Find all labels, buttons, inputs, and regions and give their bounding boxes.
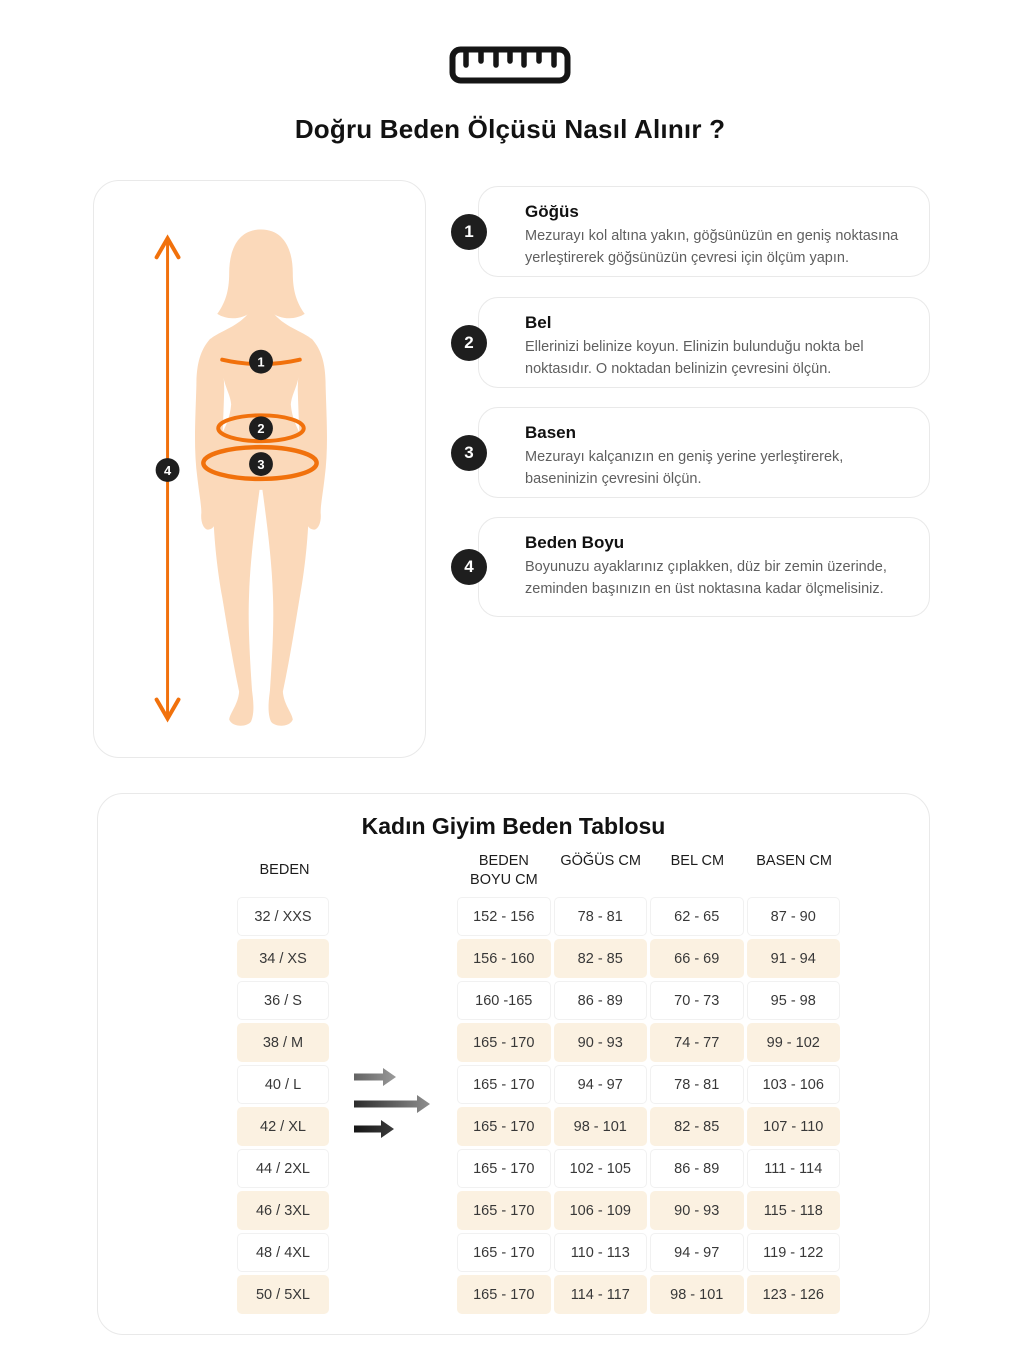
column-header: BEDEN BOYU CM [470, 853, 538, 888]
size-table-card [97, 793, 930, 1335]
measure-cell: 86 - 89 [554, 981, 648, 1020]
size-column-header: BEDEN [259, 862, 310, 878]
measure-cell: 152 - 156 [457, 897, 551, 936]
measure-cell: 119 - 122 [747, 1233, 841, 1272]
measure-cell: 156 - 160 [457, 939, 551, 978]
instruction-text: Mezurayı kol altına yakın, göğsünüzün en geniş noktasına yerleştirerek göğsünüzün çevresi için ölçüm yapın. [525, 228, 899, 266]
measure-cell: 82 - 85 [554, 939, 648, 978]
svg-text:3: 3 [257, 456, 265, 472]
measure-cell: 98 - 101 [650, 1275, 744, 1314]
size-cell: 46 / 3XL [237, 1191, 329, 1230]
column-header: BEL CM [670, 853, 725, 869]
step-number-badge: 2 [451, 325, 487, 361]
instruction-title: Bel [525, 313, 552, 332]
size-cell: 44 / 2XL [237, 1149, 329, 1188]
measure-cell: 66 - 69 [650, 939, 744, 978]
measure-cell: 98 - 101 [554, 1107, 648, 1146]
measure-cell: 165 - 170 [457, 1107, 551, 1146]
measure-cell: 102 - 105 [554, 1149, 648, 1188]
step-number-badge: 3 [451, 435, 487, 471]
step-number-badge: 4 [451, 549, 487, 585]
marker-2 [249, 416, 273, 440]
marker-1 [249, 350, 273, 374]
measure-cell: 62 - 65 [650, 897, 744, 936]
instruction-card-basen [464, 407, 930, 498]
instruction-title: Beden Boyu [525, 533, 625, 552]
size-table-title: Kadın Giyim Beden Tablosu [361, 813, 666, 839]
size-cell: 34 / XS [237, 939, 329, 978]
step-number-badge: 1 [451, 214, 487, 250]
size-cell: 40 / L [237, 1065, 329, 1104]
instruction-title: Basen [525, 423, 577, 442]
measure-cell: 110 - 113 [554, 1233, 648, 1272]
measure-cell: 74 - 77 [650, 1023, 744, 1062]
marker-4 [156, 458, 180, 482]
svg-text:1: 1 [257, 354, 265, 370]
mapping-arrows-icon [354, 1066, 440, 1144]
measure-cell: 115 - 118 [747, 1191, 841, 1230]
measurement-figure-card [93, 180, 426, 758]
size-cell: 36 / S [237, 981, 329, 1020]
measure-cell: 94 - 97 [650, 1233, 744, 1272]
size-cell: 38 / M [237, 1023, 329, 1062]
measure-cell: 165 - 170 [457, 1065, 551, 1104]
column-header: GÖĞÜS CM [560, 853, 641, 869]
column-header: BASEN CM [756, 853, 832, 869]
measure-cell: 99 - 102 [747, 1023, 841, 1062]
instruction-card-beden-boyu [464, 517, 930, 617]
measure-cell: 107 - 110 [747, 1107, 841, 1146]
svg-text:4: 4 [163, 462, 172, 478]
size-cell: 42 / XL [237, 1107, 329, 1146]
measure-cell: 111 - 114 [747, 1149, 841, 1188]
instruction-card-gogus [464, 186, 930, 277]
measure-cell: 106 - 109 [554, 1191, 648, 1230]
instruction-title: Göğüs [525, 202, 579, 221]
instruction-text: Boyunuzu ayaklarınız çıplakken, düz bir zemin üzerinde, zeminden başınızın en üst noktasına kadar ölçmelisiniz. [525, 559, 887, 597]
body-measurement-diagram [94, 181, 425, 757]
measure-cell: 78 - 81 [554, 897, 648, 936]
svg-text:2: 2 [257, 421, 265, 437]
size-column [237, 897, 329, 1314]
measure-cell: 165 - 170 [457, 1023, 551, 1062]
size-cell: 32 / XXS [237, 897, 329, 936]
measure-cell: 103 - 106 [747, 1065, 841, 1104]
ruler-icon [449, 46, 571, 84]
measure-cell: 91 - 94 [747, 939, 841, 978]
measure-cell: 114 - 117 [554, 1275, 648, 1314]
measure-cell: 87 - 90 [747, 897, 841, 936]
measure-cell: 70 - 73 [650, 981, 744, 1020]
measure-cell: 78 - 81 [650, 1065, 744, 1104]
measure-cell: 165 - 170 [457, 1275, 551, 1314]
size-cell: 48 / 4XL [237, 1233, 329, 1272]
measure-cell: 123 - 126 [747, 1275, 841, 1314]
measure-column-headers [457, 852, 841, 894]
measure-cell: 160 -165 [457, 981, 551, 1020]
measure-cell: 94 - 97 [554, 1065, 648, 1104]
measure-cell: 90 - 93 [554, 1023, 648, 1062]
marker-3 [249, 452, 273, 476]
measure-cell: 95 - 98 [747, 981, 841, 1020]
ruler-icon-wrap [0, 46, 1020, 84]
measurements-grid [457, 897, 840, 1314]
instruction-card-bel [464, 297, 930, 388]
measure-cell: 165 - 170 [457, 1233, 551, 1272]
size-cell: 50 / 5XL [237, 1275, 329, 1314]
measure-cell: 90 - 93 [650, 1191, 744, 1230]
instruction-text: Mezurayı kalçanızın en geniş yerine yerleştirerek, baseninizin çevresini ölçün. [525, 449, 844, 487]
instruction-text: Ellerinizi belinize koyun. Elinizin bulunduğu nokta bel noktasıdır. O noktadan belinizin çevresini ölçün. [525, 339, 864, 377]
page-title: Doğru Beden Ölçüsü Nasıl Alınır ? [294, 114, 726, 144]
measure-cell: 165 - 170 [457, 1149, 551, 1188]
measure-cell: 165 - 170 [457, 1191, 551, 1230]
measure-cell: 86 - 89 [650, 1149, 744, 1188]
measure-cell: 82 - 85 [650, 1107, 744, 1146]
